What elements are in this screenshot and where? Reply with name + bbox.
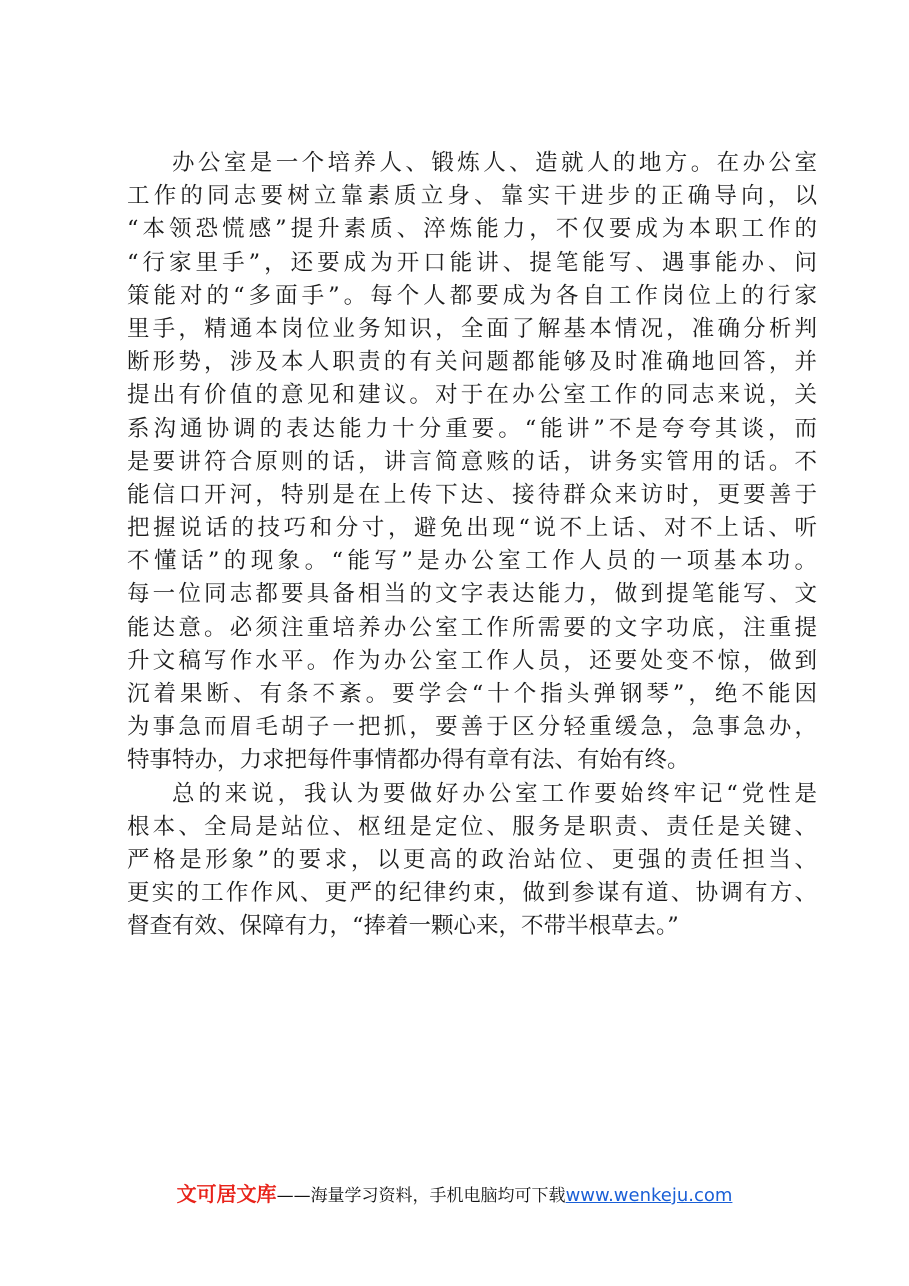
- text-line: 升文稿写作水平。作为办公室工作人员，还要处变不惊，做到: [127, 647, 817, 674]
- text-line: “行家里手”，还要成为开口能讲、提笔能写、遇事能办、问: [127, 249, 817, 276]
- text-line: 工作的同志要树立靠素质立身、靠实干进步的正确导向，以: [127, 183, 817, 210]
- text-line: “本领恐慌感”提升素质、淬炼能力，不仅要成为本职工作的: [127, 216, 817, 243]
- text-line: 把握说话的技巧和分寸，避免出现“说不上话、对不上话、听: [127, 515, 817, 542]
- footer-url-link[interactable]: www.wenkeju.com: [565, 1185, 733, 1206]
- footer-brand: 文可居文库: [176, 1182, 277, 1206]
- footer-banner: [0, 1178, 909, 1207]
- text-line: 里手，精通本岗位业务知识，全面了解基本情况，准确分析判: [127, 315, 817, 342]
- text-line: 能达意。必须注重培养办公室工作所需要的文字功底，注重提: [127, 614, 817, 641]
- footer-tagline: ——海量学习资料，手机电脑均可下载: [276, 1186, 566, 1206]
- text-line: 策能对的“多面手”。每个人都要成为各自工作岗位上的行家: [127, 282, 817, 309]
- text-line: 断形势，涉及本人职责的有关问题都能够及时准确地回答，并: [127, 349, 817, 376]
- paragraph-1: [127, 147, 817, 778]
- text-line: 严格是形象”的要求，以更高的政治站位、更强的责任担当、: [127, 846, 817, 873]
- document-body: [127, 147, 817, 944]
- text-line: 提出有价值的意见和建议。对于在办公室工作的同志来说，关: [127, 382, 817, 409]
- text-line: 督查有效、保障有力，“捧着一颗心来，不带半根草去。”: [127, 913, 679, 940]
- text-line: 根本、全局是站位、枢纽是定位、服务是职责、责任是关键、: [127, 813, 817, 840]
- text-line: 是要讲符合原则的话，讲言简意赅的话，讲务实管用的话。不: [127, 448, 817, 475]
- text-line: 为事急而眉毛胡子一把抓，要善于区分轻重缓急，急事急办，: [127, 714, 817, 741]
- text-line: 每一位同志都要具备相当的文字表达能力，做到提笔能写、文: [127, 581, 817, 608]
- text-line: 不懂话”的现象。“能写”是办公室工作人员的一项基本功。: [127, 548, 817, 575]
- text-line: 沉着果断、有条不紊。要学会“十个指头弹钢琴”，绝不能因: [127, 681, 817, 707]
- text-line: 能信口开河，特别是在上传下达、接待群众来访时，更要善于: [127, 481, 817, 508]
- text-line: 办公室是一个培养人、锻炼人、造就人的地方。在办公室: [172, 150, 817, 176]
- text-line: 系沟通协调的表达能力十分重要。“能讲”不是夸夸其谈，而: [127, 415, 817, 442]
- text-line: 特事特办，力求把每件事情都办得有章有法、有始有终。: [127, 747, 690, 774]
- text-line: 总的来说，我认为要做好办公室工作要始终牢记“党性是: [172, 780, 817, 807]
- text-line: 更实的工作作风、更严的纪律约束，做到参谋有道、协调有方、: [127, 880, 817, 907]
- paragraph-2: [127, 778, 817, 944]
